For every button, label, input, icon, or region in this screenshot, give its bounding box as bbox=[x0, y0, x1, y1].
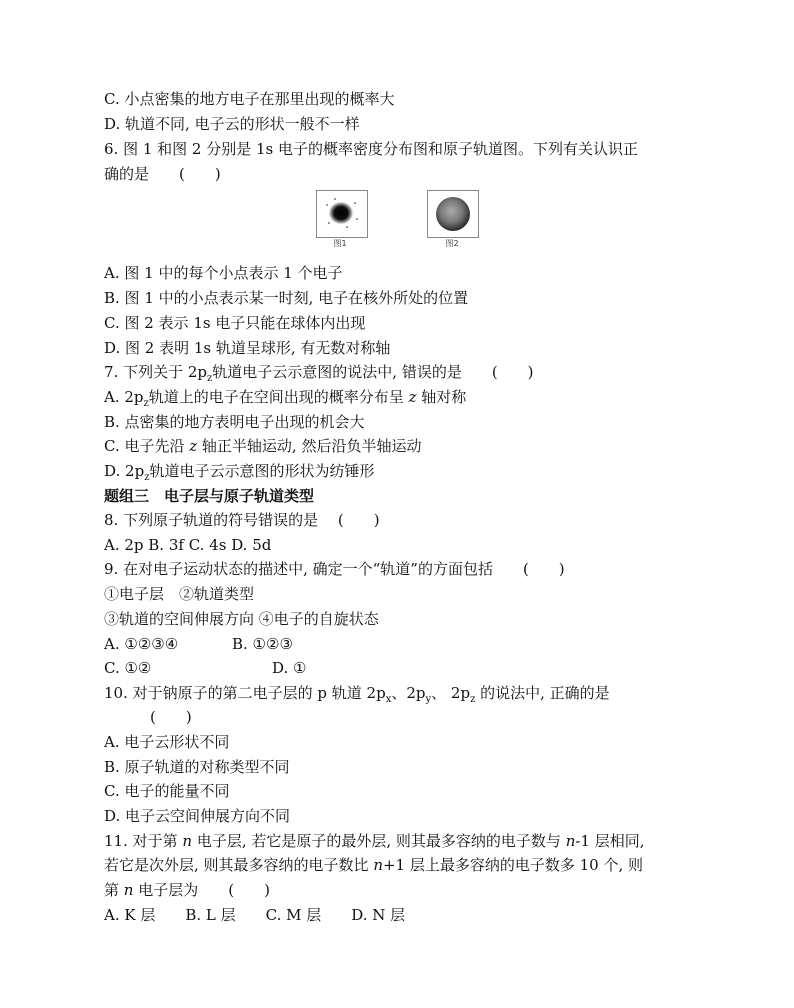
q9-option-c: C. ①② bbox=[104, 659, 152, 677]
figure-2-orbital bbox=[427, 190, 479, 238]
electron-cloud-dots-image bbox=[317, 191, 367, 237]
section-heading: 题组三 电子层与原子轨道类型 bbox=[104, 487, 315, 505]
q11-stem-line2: 若它是次外层, 则其最多容纳的电子数比 n+1 层上最多容纳的电子数多 10 个, 则 bbox=[104, 856, 644, 874]
q8-stem: 8. 下列原子轨道的符号错误的是 ( ) bbox=[104, 511, 380, 529]
q6-option-b: B. 图 1 中的小点表示某一时刻, 电子在核外所处的位置 bbox=[104, 289, 469, 307]
q10-stem: 10. 对于钠原子的第二电子层的 p 轨道 $2p_x$、$2p_y$、 $2p_z$ 的说法中, 正确的是 bbox=[104, 684, 610, 705]
q5-option-d: D. 轨道不同, 电子云的形状一般不一样 bbox=[104, 115, 360, 133]
q6-option-c: C. 图 2 表示 1s 电子只能在球体内出现 bbox=[104, 314, 366, 332]
q5-option-c: C. 小点密集的地方电子在那里出现的概率大 bbox=[104, 90, 395, 108]
q6-option-d: D. 图 2 表明 1s 轨道呈球形, 有无数对称轴 bbox=[104, 339, 391, 357]
q9-option-b: B. ①②③ bbox=[232, 635, 293, 653]
q10-option-c: C. 电子的能量不同 bbox=[104, 782, 230, 800]
q11-stem-line3: 第 n 电子层为 ( ) bbox=[104, 881, 270, 899]
q9-option-a: A. ①②③④ bbox=[104, 635, 179, 653]
q6-option-a: A. 图 1 中的每个小点表示 1 个电子 bbox=[104, 264, 343, 282]
q6-stem-line1: 6. 图 1 和图 2 分别是 1s 电子的概率密度分布图和原子轨道图。下列有关认识正 bbox=[104, 140, 639, 158]
q9-stem: 9. 在对电子运动状态的描述中, 确定一个“轨道”的方面包括 ( ) bbox=[104, 560, 565, 578]
q9-item-3-4: ③轨道的空间伸展方向 ④电子的自旋状态 bbox=[104, 610, 379, 628]
q10-option-a: A. 电子云形状不同 bbox=[104, 733, 230, 751]
figure-2-caption: 图2 bbox=[445, 239, 459, 248]
q11-options: A. K 层 B. L 层 C. M 层 D. N 层 bbox=[104, 906, 406, 924]
q10-option-d: D. 电子云空间伸展方向不同 bbox=[104, 807, 291, 825]
figure-1-probability-density bbox=[316, 190, 368, 238]
figure-1-caption: 图1 bbox=[333, 239, 347, 248]
q7-option-b: B. 点密集的地方表明电子出现的机会大 bbox=[104, 413, 365, 431]
q9-item-1-2: ①电子层 ②轨道类型 bbox=[104, 585, 255, 603]
q7-stem: 7. 下列关于 $2p_z$轨道电子云示意图的说法中, 错误的是 ( ) bbox=[104, 363, 534, 384]
q8-options: A. 2p B. 3f C. 4s D. 5d bbox=[104, 536, 272, 554]
q11-stem-line1: 11. 对于第 n 电子层, 若它是原子的最外层, 则其最多容纳的电子数与 n-1 层相同, bbox=[104, 832, 645, 850]
spherical-orbital-image bbox=[428, 191, 478, 237]
q7-option-c: C. 电子先沿 z 轴正半轴运动, 然后沿负半轴运动 bbox=[104, 437, 422, 455]
q10-answer-blank: ( ) bbox=[150, 708, 192, 726]
q10-option-b: B. 原子轨道的对称类型不同 bbox=[104, 758, 290, 776]
q9-option-d: D. ① bbox=[272, 659, 307, 677]
q6-stem-line2: 确的是 ( ) bbox=[104, 165, 221, 183]
q7-option-d: D. $2p_z$轨道电子云示意图的形状为纺锤形 bbox=[104, 462, 375, 483]
q7-option-a: A. $2p_z$轨道上的电子在空间出现的概率分布呈 z 轴对称 bbox=[104, 388, 467, 409]
